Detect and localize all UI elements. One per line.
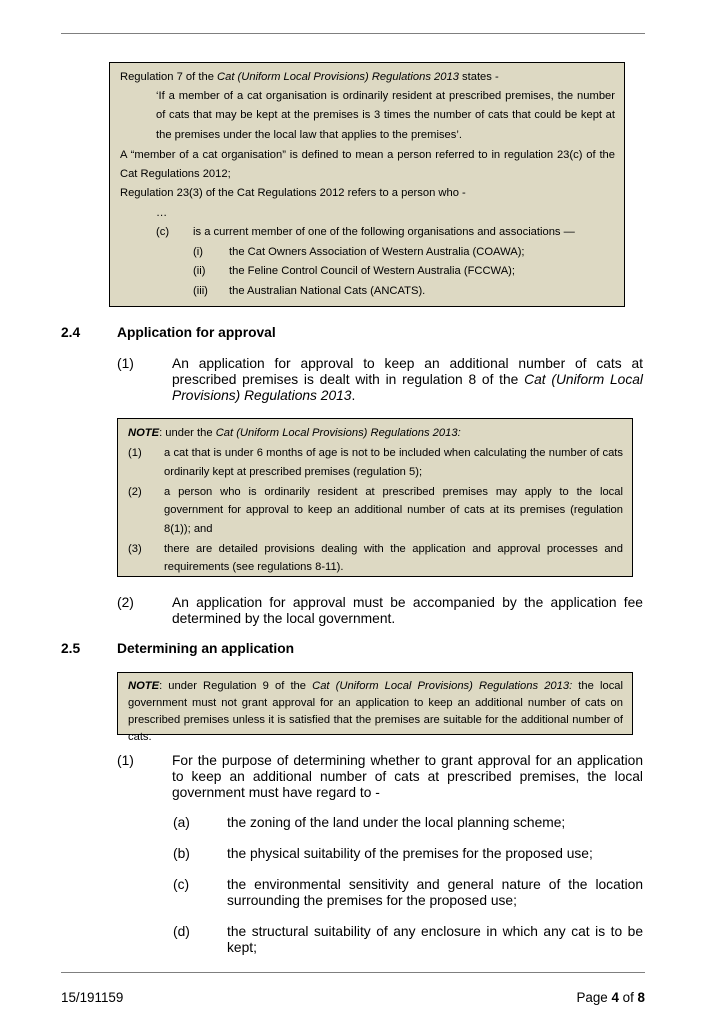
organisation-item xyxy=(193,262,615,281)
organisation-item xyxy=(193,243,615,262)
item-text: a person who is ordinarily resident at prescribed premises may apply to the local government for approval to keep an additional number of cats at its premises (regulation 8(1)); and xyxy=(164,485,623,535)
section-2-4-para-2 xyxy=(117,595,643,627)
document-reference: 15/191159 xyxy=(61,990,124,1005)
para-text: For the purpose of determining whether to grant approval for an application to keep an additional number of cats at prescribed premises, the local government must have regard to - xyxy=(172,753,643,801)
para-number: (2) xyxy=(117,595,134,610)
regulation-7-quote: ‘If a member of a cat organisation is ordinarily resident at prescribed premises, the number of cats that may be kept at the premises is 3 times the number of cats that could be kept at the premises under the local law that applies to the premises’. xyxy=(156,89,615,141)
item-number: (d) xyxy=(173,924,190,939)
item-text: the structural suitability of any enclosure in which any cat is to be kept; xyxy=(227,924,643,956)
regulation-23-intro: Regulation 23(3) of the Cat Regulations 2012 refers to a person who - xyxy=(120,187,466,199)
footer-rule xyxy=(61,972,645,973)
regulation-7-intro: Regulation 7 of the Cat (Uniform Local Provisions) Regulations 2013 states - xyxy=(120,71,499,83)
item-number: (3) xyxy=(128,542,142,555)
regulation-7-box xyxy=(109,62,625,307)
item-number: (b) xyxy=(173,846,190,861)
item-number: (iii) xyxy=(193,284,208,297)
note-text: NOTE: under Regulation 9 of the Cat (Uniform Local Provisions) Regulations 2013: the local government must not grant approval for an application to keep an additional number of cats on prescribed premises unless it is satisfied that the premises are suitable for the additional number of cats. xyxy=(128,680,623,743)
section-2-4-para-1 xyxy=(117,356,643,405)
para-text: An application for approval to keep an additional number of cats at prescribed premises is dealt with in regulation 8 of the Cat (Uniform Local Provisions) Regulations 2013. xyxy=(172,356,643,404)
section-2-4-title: Application for approval xyxy=(117,325,276,340)
criteria-item-b xyxy=(173,846,643,862)
item-text: the environmental sensitivity and general nature of the location surrounding the premises for the proposed use; xyxy=(227,877,643,909)
organisation-item xyxy=(193,282,615,301)
section-2-4-number: 2.4 xyxy=(61,325,81,340)
note-heading: NOTE: under the Cat (Uniform Local Provisions) Regulations 2013: xyxy=(128,427,461,439)
section-2-5-para-1 xyxy=(117,753,643,802)
para-number: (1) xyxy=(117,356,134,371)
regulation-23-item-c xyxy=(156,223,615,242)
item-number: (c) xyxy=(173,877,190,892)
note-box-regulation-9 xyxy=(117,672,633,743)
note-box-regulations xyxy=(117,418,633,577)
item-text: the zoning of the land under the local planning scheme; xyxy=(227,815,566,830)
para-text: An application for approval must be accompanied by the application fee determined by the local government. xyxy=(172,595,643,627)
item-text: there are detailed provisions dealing with the application and approval processes and requirements (see regulations 8-11). xyxy=(164,542,623,573)
item-text: the physical suitability of the premises for the proposed use; xyxy=(227,846,593,861)
item-number: (a) xyxy=(173,815,190,830)
item-number: (i) xyxy=(193,245,203,258)
item-number: (c) xyxy=(156,226,170,238)
page-indicator: Page 4 of 8 xyxy=(576,990,645,1005)
item-text: the Australian National Cats (ANCATS). xyxy=(229,284,426,297)
section-2-5-number: 2.5 xyxy=(61,641,81,656)
item-number: (ii) xyxy=(193,265,206,277)
item-text: the Cat Owners Association of Western Australia (COAWA); xyxy=(229,245,525,258)
item-text: a cat that is under 6 months of age is not to be included when calculating the number of cats ordinarily kept at prescribed premises (regulation 5); xyxy=(164,447,623,478)
item-number: (2) xyxy=(128,485,142,498)
note-item xyxy=(128,483,623,539)
item-text: is a current member of one of the following organisations and associations — xyxy=(193,226,575,238)
member-definition: A “member of a cat organisation” is defined to mean a person referred to in regulation 23(c) of the Cat Regulations 2012; xyxy=(120,149,615,180)
para-number: (1) xyxy=(117,753,134,768)
ellipsis: … xyxy=(156,206,168,219)
item-text: the Feline Control Council of Western Australia (FCCWA); xyxy=(229,265,516,277)
criteria-item-d xyxy=(173,924,643,956)
header-rule xyxy=(61,33,645,34)
note-item xyxy=(128,444,623,481)
item-number: (1) xyxy=(128,447,142,459)
criteria-item-c xyxy=(173,877,643,909)
section-2-5-title: Determining an application xyxy=(117,641,295,656)
note-item xyxy=(128,540,623,577)
criteria-item-a xyxy=(173,815,643,831)
